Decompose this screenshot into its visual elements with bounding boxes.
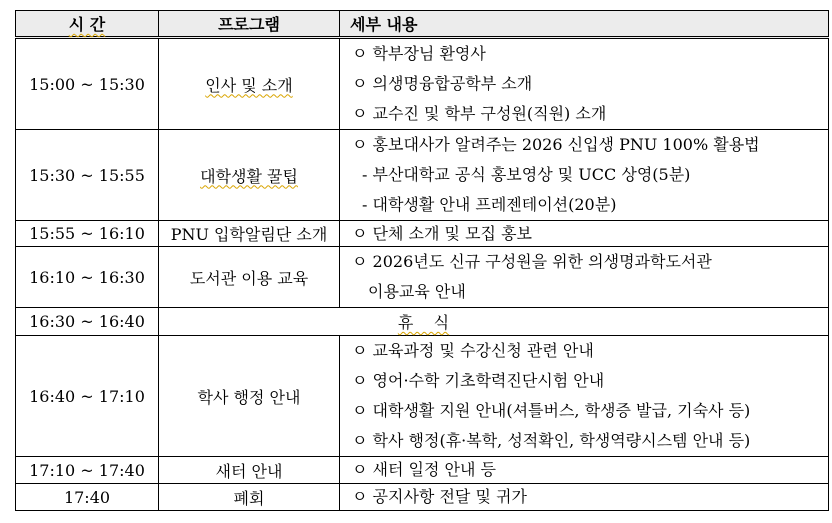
- header-time: [16, 11, 159, 38]
- table-row-break: [16, 308, 829, 336]
- time-cell: 17:40: [16, 484, 159, 511]
- detail-line: ㅇ 교수진 및 학부 구성원(직원) 소개: [352, 104, 607, 123]
- detail-cell: [340, 247, 829, 308]
- detail-line: ㅇ 홍보대사가 알려주는 2026 신입생 PNU 100% 활용법: [352, 135, 760, 154]
- detail-cell: [340, 484, 829, 511]
- table-row: [16, 38, 829, 130]
- program-label: 대학생활 꿀팁: [200, 166, 298, 186]
- time-cell: 17:10 ~ 17:40: [16, 457, 159, 484]
- detail-line: ㅇ 새터 일정 안내 등: [352, 460, 496, 479]
- header-program: 프로그램: [159, 11, 340, 38]
- detail-line: ㅇ 공지사항 전달 및 귀가: [352, 487, 527, 506]
- table-row: [16, 457, 829, 484]
- detail-line: ㅇ 학부장님 환영사: [352, 44, 486, 63]
- time-cell: 15:00 ~ 15:30: [16, 38, 159, 130]
- detail-line: ㅇ 2026년도 신규 구성원을 위한 의생명과학도서관: [352, 252, 712, 271]
- detail-cell: [340, 336, 829, 457]
- detail-cell: [340, 38, 829, 130]
- program-cell: 폐회: [159, 484, 340, 511]
- program-cell: [159, 38, 340, 130]
- schedule-table: [15, 10, 829, 511]
- table-row: [16, 336, 829, 457]
- program-cell: [159, 130, 340, 221]
- time-cell: 16:10 ~ 16:30: [16, 247, 159, 308]
- program-cell: 새터 안내: [159, 457, 340, 484]
- detail-line: ㅇ 영어·수학 기초학력진단시험 안내: [352, 371, 605, 390]
- detail-line: ㅇ 대학생활 지원 안내(셔틀버스, 학생증 발급, 기숙사 등): [352, 401, 751, 420]
- program-cell: 도서관 이용 교육: [159, 247, 340, 308]
- header-row: [16, 11, 829, 38]
- detail-cell: [340, 221, 829, 247]
- detail-cell: [340, 130, 829, 221]
- header-detail: 세부 내용: [340, 11, 829, 38]
- detail-line: ㅇ 학사 행정(휴·복학, 성적확인, 학생역량시스템 안내 등): [352, 431, 751, 450]
- table-row: [16, 484, 829, 511]
- time-cell: 16:30 ~ 16:40: [16, 308, 159, 336]
- detail-line: ㅇ 단체 소개 및 모집 홍보: [352, 224, 532, 243]
- header-time-label: 시 간: [68, 15, 106, 34]
- program-cell: 학사 행정 안내: [159, 336, 340, 457]
- detail-continuation: 이용교육 안내: [368, 282, 466, 301]
- detail-cell: [340, 457, 829, 484]
- table-row: [16, 130, 829, 221]
- program-cell: PNU 입학알림단 소개: [159, 221, 340, 247]
- time-cell: 15:55 ~ 16:10: [16, 221, 159, 247]
- time-cell: 15:30 ~ 15:55: [16, 130, 159, 221]
- break-label: 휴 식: [397, 313, 450, 332]
- detail-subline: - 부산대학교 공식 홍보영상 및 UCC 상영(5분): [362, 165, 691, 184]
- table-row: [16, 247, 829, 308]
- detail-line: ㅇ 교육과정 및 수강신청 관련 안내: [352, 341, 594, 360]
- detail-line: ㅇ 의생명융합공학부 소개: [352, 74, 533, 93]
- program-label: 인사 및 소개: [205, 75, 293, 95]
- table-row: [16, 221, 829, 247]
- time-cell: 16:40 ~ 17:10: [16, 336, 159, 457]
- detail-subline: - 대학생활 안내 프레젠테이션(20분): [362, 195, 617, 214]
- break-cell: [159, 308, 829, 336]
